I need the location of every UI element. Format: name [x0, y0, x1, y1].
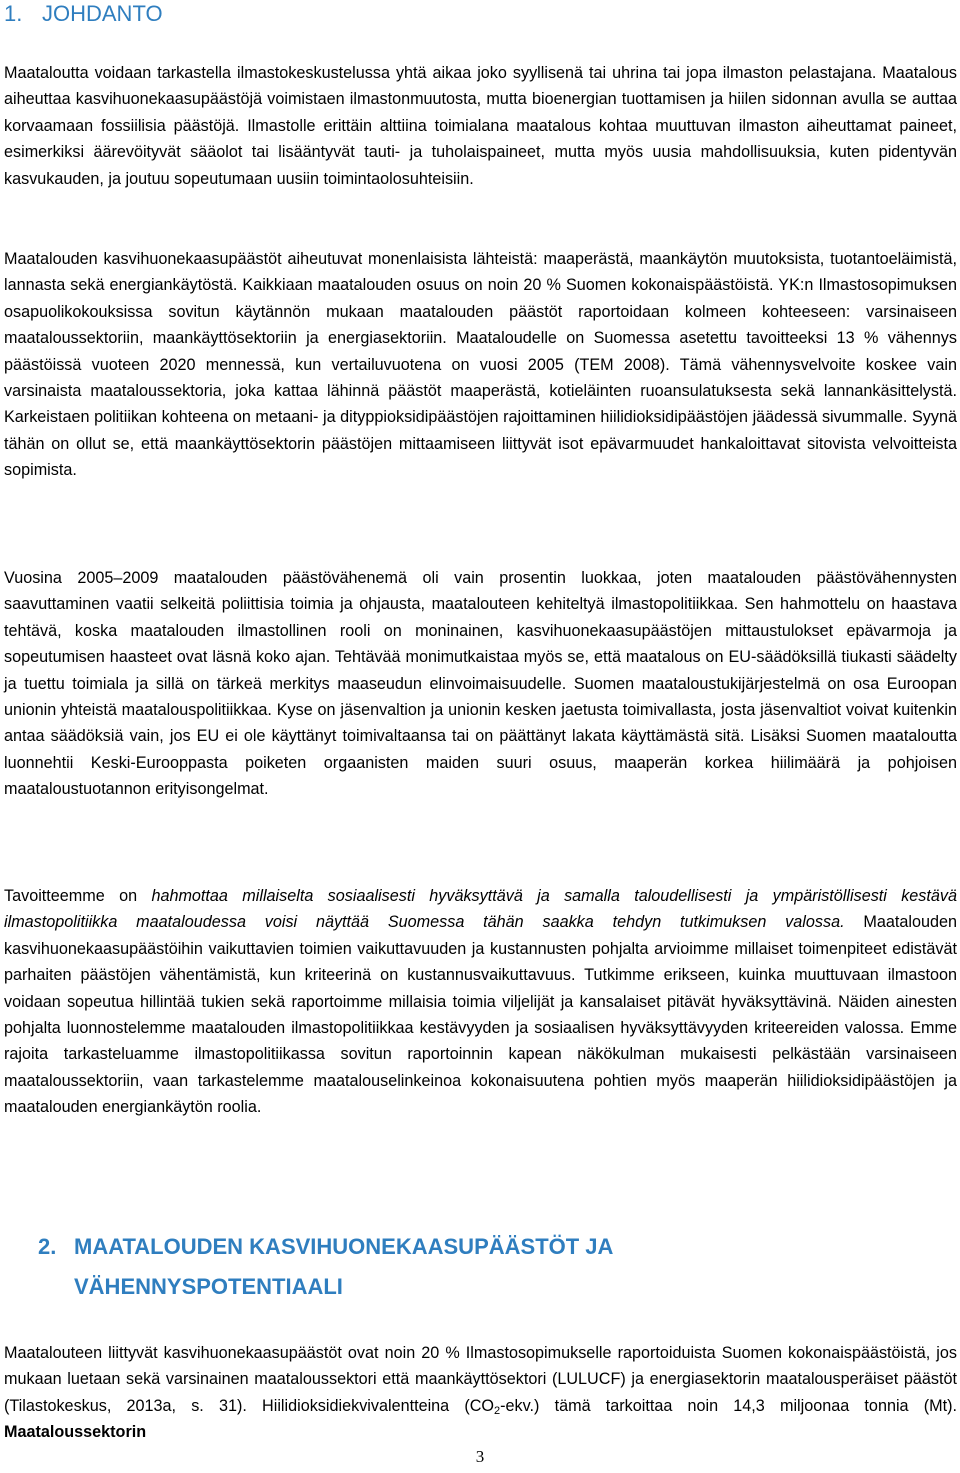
bold-term: Maataloussektorin	[4, 1423, 147, 1442]
section-number: 2.	[38, 1234, 57, 1259]
section-heading-johdanto	[4, 0, 163, 28]
totals-text: Maatalouteen liittyvät kasvihuonekaasupäästöt ovat noin 20 % Ilmastosopimukselle raportoiduista Suomen kokonaispäästöistä, jos mukaan luetaan sekä varsinainen maataloussektori että maankäyttösektori (LULUCF) ja energiasektorin maatalousperäiset päästöt (Tilastokeskus, 2013a, s. 31). Hiilidioksidiekvivalentteina (CO	[4, 1344, 957, 1415]
paragraph-research-goals	[4, 883, 957, 1121]
section-title-line-1: MAATALOUDEN KASVIHUONEKAASUPÄÄSTÖT JA	[74, 1234, 614, 1259]
co2-subscript: 2	[494, 1404, 501, 1417]
paragraph-policy-challenges: Vuosina 2005–2009 maatalouden päästövähenemä oli vain prosentin luokkaa, joten maatalouden päästövähennysten saavuttaminen vaatii selkeitä poliittisia toimia ja ohjausta, maatalouteen kehiteltyä ilmastopolitiikkaa. Sen hahmottelu on haastava tehtävä, koska maatalouden ilmastollinen rooli on moninainen, kasvihuonekaasupäästöjen mittaustulokset epävarmoja ja sopeutumisen haasteet ovat läsnä koko ajan. Tehtävää monimutkaistaa myös se, että maatalous on EU-säädöksillä tiukasti säädelty ja tuettu toimiala ja sillä on tärkeä merkitys maaseudun elinvoimaisuudelle. Suomen maataloustukijärjestelmä on osa Euroopan unionin yhteistä maatalouspolitiikkaa. Kyse on jäsenvaltion ja unionin kesken jaetusta toimivallasta, josta jäsenvaltiot voivat kuitenkin antaa säädöksiä vain, jos EU ei ole käyttänyt toimivaltaansa tai on päättänyt lakata käyttämästä sitä. Lisäksi Suomen maataloutta luonnehtii Keski-Eurooppasta poiketen orgaanisten maiden suuri osuus, maaperän korkea hiilimäärä ja pohjoisen maataloustuotannon erityisongelmat.	[4, 569, 957, 799]
goal-rest-text: Maatalouden kasvihuonekaasupäästöihin vaikuttavien toimien vaikuttavuuden ja kustannusten pohjalta arvioimme millaiset toimenpiteet edistävät parhaiten päästöjen vähentämistä, kun kriteerinä on kustannusvaikuttavuus. Tutkimme erikseen, kuinka muuttuvaan ilmastoon voidaan sopeutua hillintää tukien sekä raportoimme millaisia toimia viljelijät ja kansalaiset pitävät hyväksyttävinä. Näiden ainesten pohjalta luonnostelemme maatalouden ilmastopolitiikkaa kestävyyden ja sosiaalisen hyväksyttävyyden kriteereiden valossa. Emme rajoita tarkasteluamme ilmastopolitiikassa sovitun raportoinnin kapean näkökulman mukaisesti pelkästään varsinaiseen maataloussektoriin, vaan tarkastelemme maatalouselinkeinoa kokonaisuutena pohtien myös maaperän hiilidioksidipäästöjen ja maatalouden energiankäytön roolia.	[4, 913, 957, 1117]
paragraph-emission-sources: Maatalouden kasvihuonekaasupäästöt aiheutuvat monenlaisista lähteistä: maaperästä, maankäytön muutoksista, tuotantoeläimistä, lannasta sekä energiankäytöstä. Kaikkiaan maatalouden osuus on noin 20 % Suomen kokonaispäästöistä. YK:n Ilmastosopimuksen osapuolikokouksissa sovitun käytännön mukaan maatalouden päästöt raportoidaan kolmeen kohteeseen: varsinaiseen maataloussektoriin, maankäyttösektoriin ja energiasektoriin. Maataloudelle on Suomessa asetettu tavoitteeksi 13 % vähennys päästöissä vuoteen 2020 mennessä, kun vertailuvuotena on vuosi 2005 (TEM 2008). Tämä vähennysvelvoite koskee vain varsinaista maataloussektoria, joka kattaa lähinnä päästöt maaperästä, kotieläinten ruoansulatuksesta sekä lannankäsittelystä. Karkeistaen politiikan kohteena on metaani- ja dityppioksidipäästöjen rajoittaminen hiilidioksidipäästöjen jäädessä sivummalle. Syynä tähän on ollut se, että maankäyttösektorin päästöjen mittaamiseen liittyvät isot epävarmuudet hankaloittavat sitovista velvoitteista sopimista.	[4, 250, 957, 480]
goal-lead-text: Tavoitteemme on	[4, 887, 152, 905]
totals-text-continued: -ekv.) tämä tarkoittaa noin 14,3 miljoonaa tonnia (Mt).	[500, 1396, 957, 1415]
section-title: JOHDANTO	[42, 1, 163, 26]
section-title-line-2: VÄHENNYSPOTENTIAALI	[74, 1274, 343, 1299]
paragraph-intro: Maataloutta voidaan tarkastella ilmastokeskustelussa yhtä aikaa joko syyllisenä tai uhrina tai jopa ilmaston pelastajana. Maatalous aiheuttaa kasvihuonekaasupäästöjä voimistaen ilmastonmuutosta, mutta bioenergian tuottamisen ja hiilen sidonnan avulla se auttaa korvaamaan fossiilisia päästöjä. Ilmastolle erittäin alttiina toimialana maatalous kohtaa muuttuvan ilmaston aiheuttamat paineet, esimerkiksi äärevöityvät sääolot tai lisääntyvät tauti- ja tuholaispaineet, mutta myös uusia mahdollisuuksia, kuten pidentyvän kasvukauden, ja joutuu sopeutumaan uusiin toimintaolosuhteisiin.	[4, 64, 957, 188]
section-number: 1.	[4, 1, 23, 26]
page-number: 3	[475, 1447, 485, 1466]
paragraph-emission-totals	[4, 1340, 957, 1446]
goal-italic-text: hahmottaa millaiselta sosiaalisesti hyväksyttävä ja samalla taloudellisesti ja ympäristöllisesti kestävä ilmastopolitiikka maataloudessa voisi näyttää Suomessa tähän saakka tehdyn tutkimuksen valossa.	[4, 887, 957, 932]
